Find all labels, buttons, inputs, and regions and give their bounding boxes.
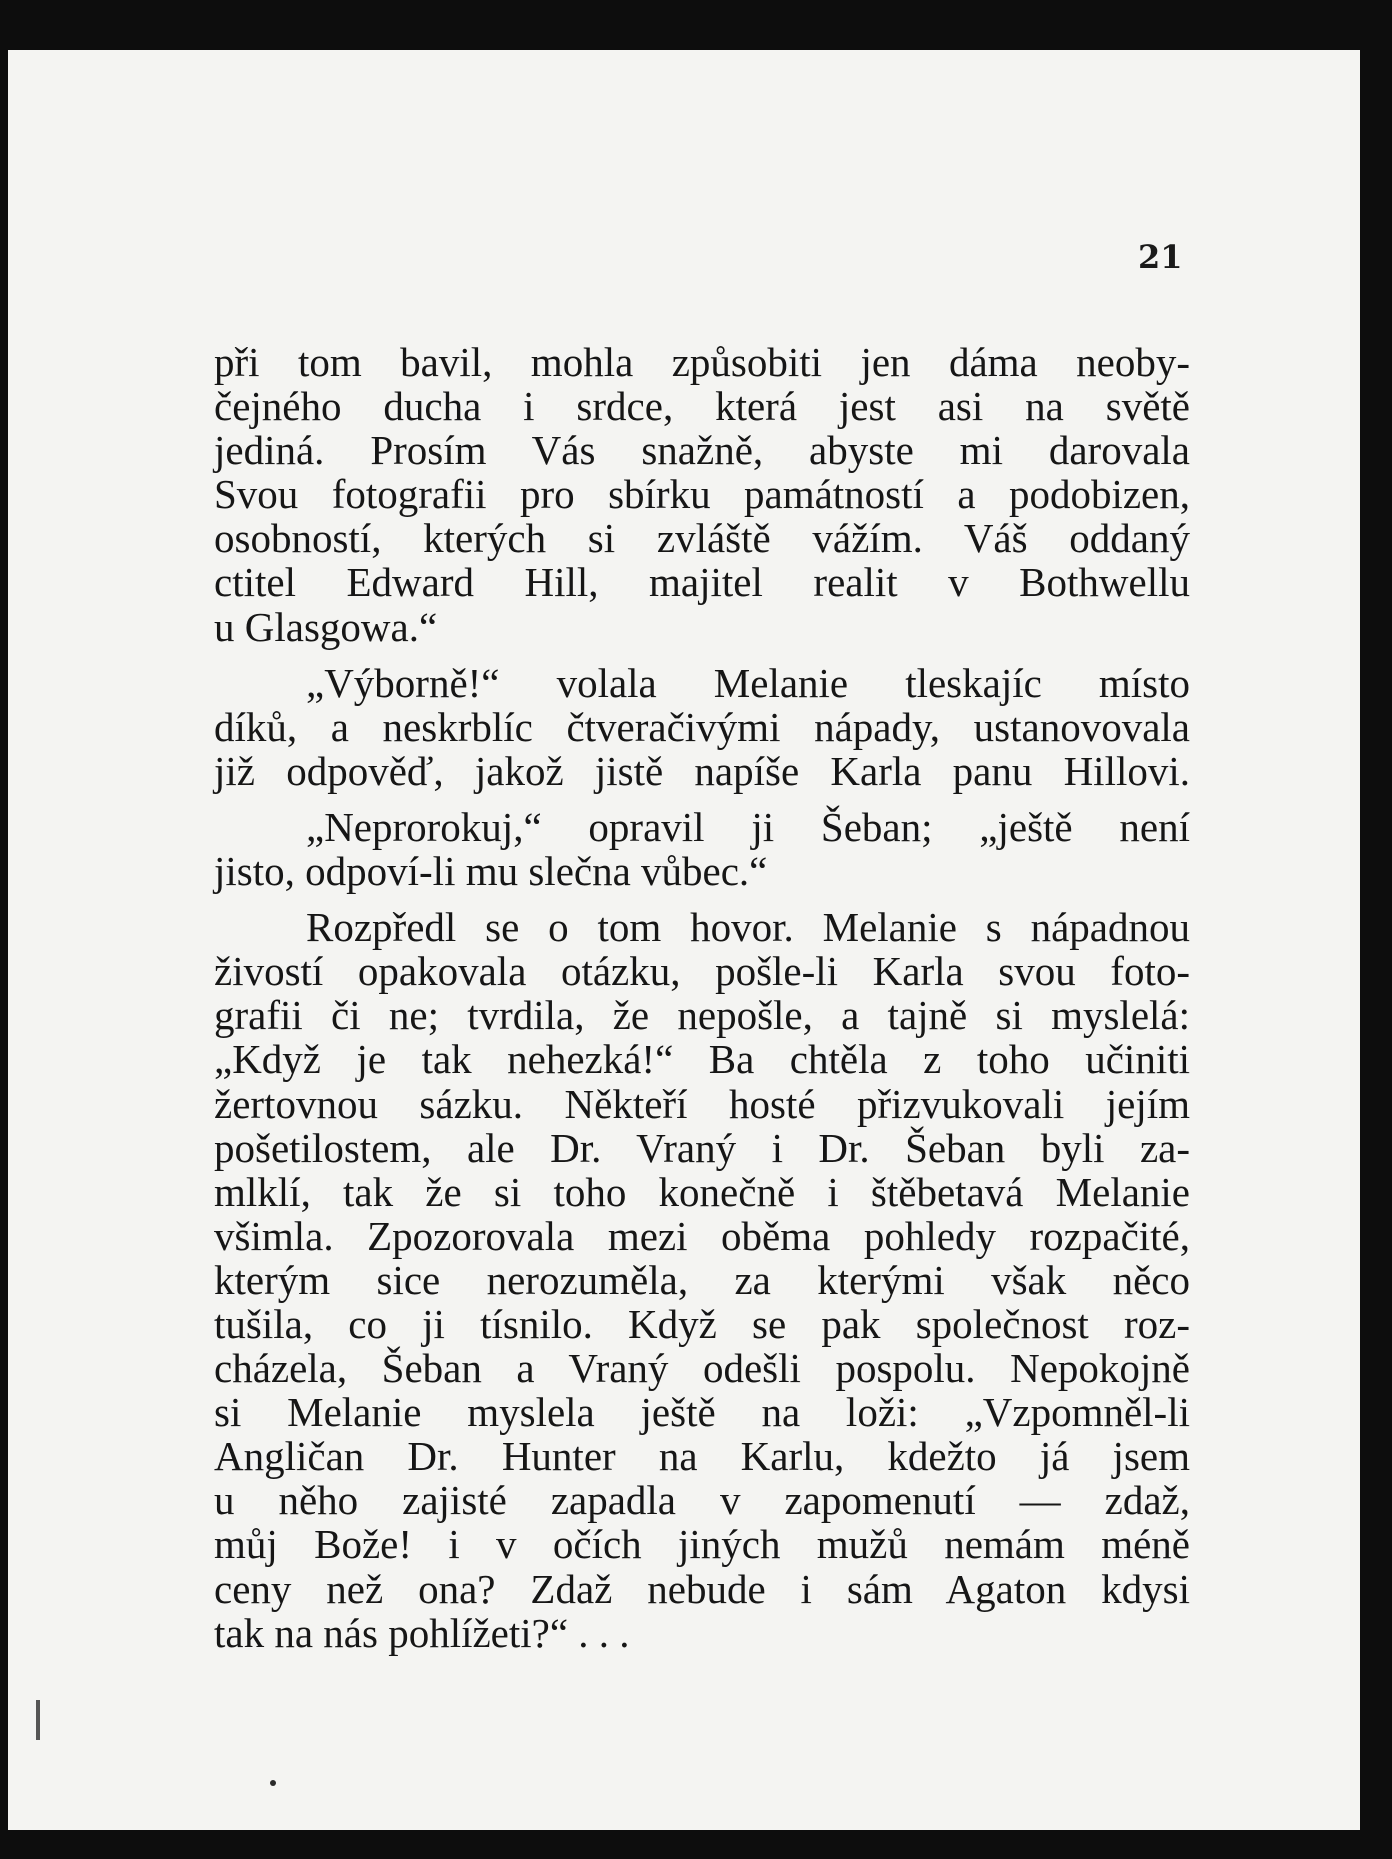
text-line: pošetilostem, ale Dr. Vraný i Dr. Šeban byli za- <box>214 1124 1190 1171</box>
text-line: čejného ducha i srdce, která jest asi na světě <box>214 383 1190 430</box>
text-line: jisto, odpoví-li mu slečna vůbec.“ <box>214 848 768 895</box>
text-line: tak na nás pohlížeti?“ . . . <box>214 1609 630 1656</box>
paragraph <box>214 340 1190 649</box>
text-line: si Melanie myslela ještě na loži: „Vzpomněl-li <box>214 1389 1190 1436</box>
text-line: Svou fotografii pro sbírku památností a podobizen, <box>214 471 1190 518</box>
text-line: cházela, Šeban a Vraný odešli pospolu. Nepokojně <box>214 1345 1190 1392</box>
text-line: kterým sice nerozuměla, za kterými však něco <box>214 1256 1190 1303</box>
text-line: u něho zajisté zapadla v zapomenutí — zdaž, <box>214 1477 1190 1524</box>
page-number: 21 <box>1138 238 1183 276</box>
text-line: tušila, co ji tísnilo. Když se pak společnost roz- <box>214 1300 1190 1347</box>
paragraph <box>214 905 1190 1655</box>
edge-mark <box>36 1700 40 1740</box>
text-line: živostí opakovala otázku, pošle-li Karla svou foto- <box>214 948 1190 995</box>
text-line: mlklí, tak že si toho konečně i štěbetavá Melanie <box>214 1168 1190 1215</box>
text-line: při tom bavil, mohla způsobiti jen dáma neoby- <box>214 339 1190 385</box>
text-line: můj Bože! i v očích jiných mužů nemám méně <box>214 1521 1190 1568</box>
body-text <box>214 340 1190 1667</box>
text-line: všimla. Zpozorovala mezi oběma pohledy rozpačité, <box>214 1212 1190 1259</box>
text-line: „Když je tak nehezká!“ Ba chtěla z toho učiniti <box>214 1036 1190 1083</box>
text-line: grafii či ne; tvrdila, že nepošle, a tajně si myslelá: <box>214 992 1190 1039</box>
text-line: žertovnou sázku. Někteří hosté přizvukovali jejím <box>214 1080 1190 1127</box>
text-line: ceny než ona? Zdaž nebude i sám Agaton kdysi <box>214 1565 1190 1612</box>
text-line: již odpověď, jakož jistě napíše Karla panu Hillovi. <box>214 747 1190 794</box>
text-line: „Výborně!“ volala Melanie tleskajíc místo <box>306 659 1190 706</box>
paragraph <box>214 661 1190 793</box>
text-line: díků, a neskrblíc čtveračivými nápady, ustanovovala <box>214 703 1190 750</box>
text-line: Angličan Dr. Hunter na Karlu, kdežto já jsem <box>214 1433 1190 1480</box>
paragraph <box>214 805 1190 893</box>
print-speck <box>270 1780 276 1786</box>
text-line: osobností, kterých si zvláště vážím. Váš oddaný <box>214 515 1190 562</box>
text-line: ctitel Edward Hill, majitel realit v Bothwellu <box>214 559 1190 606</box>
text-line: jediná. Prosím Vás snažně, abyste mi darovala <box>214 427 1190 474</box>
text-line: u Glasgowa.“ <box>214 603 438 650</box>
text-line: Rozpředl se o tom hovor. Melanie s nápadnou <box>306 904 1190 951</box>
text-line: „Neprorokuj,“ opravil ji Šeban; „ještě není <box>306 803 1190 850</box>
